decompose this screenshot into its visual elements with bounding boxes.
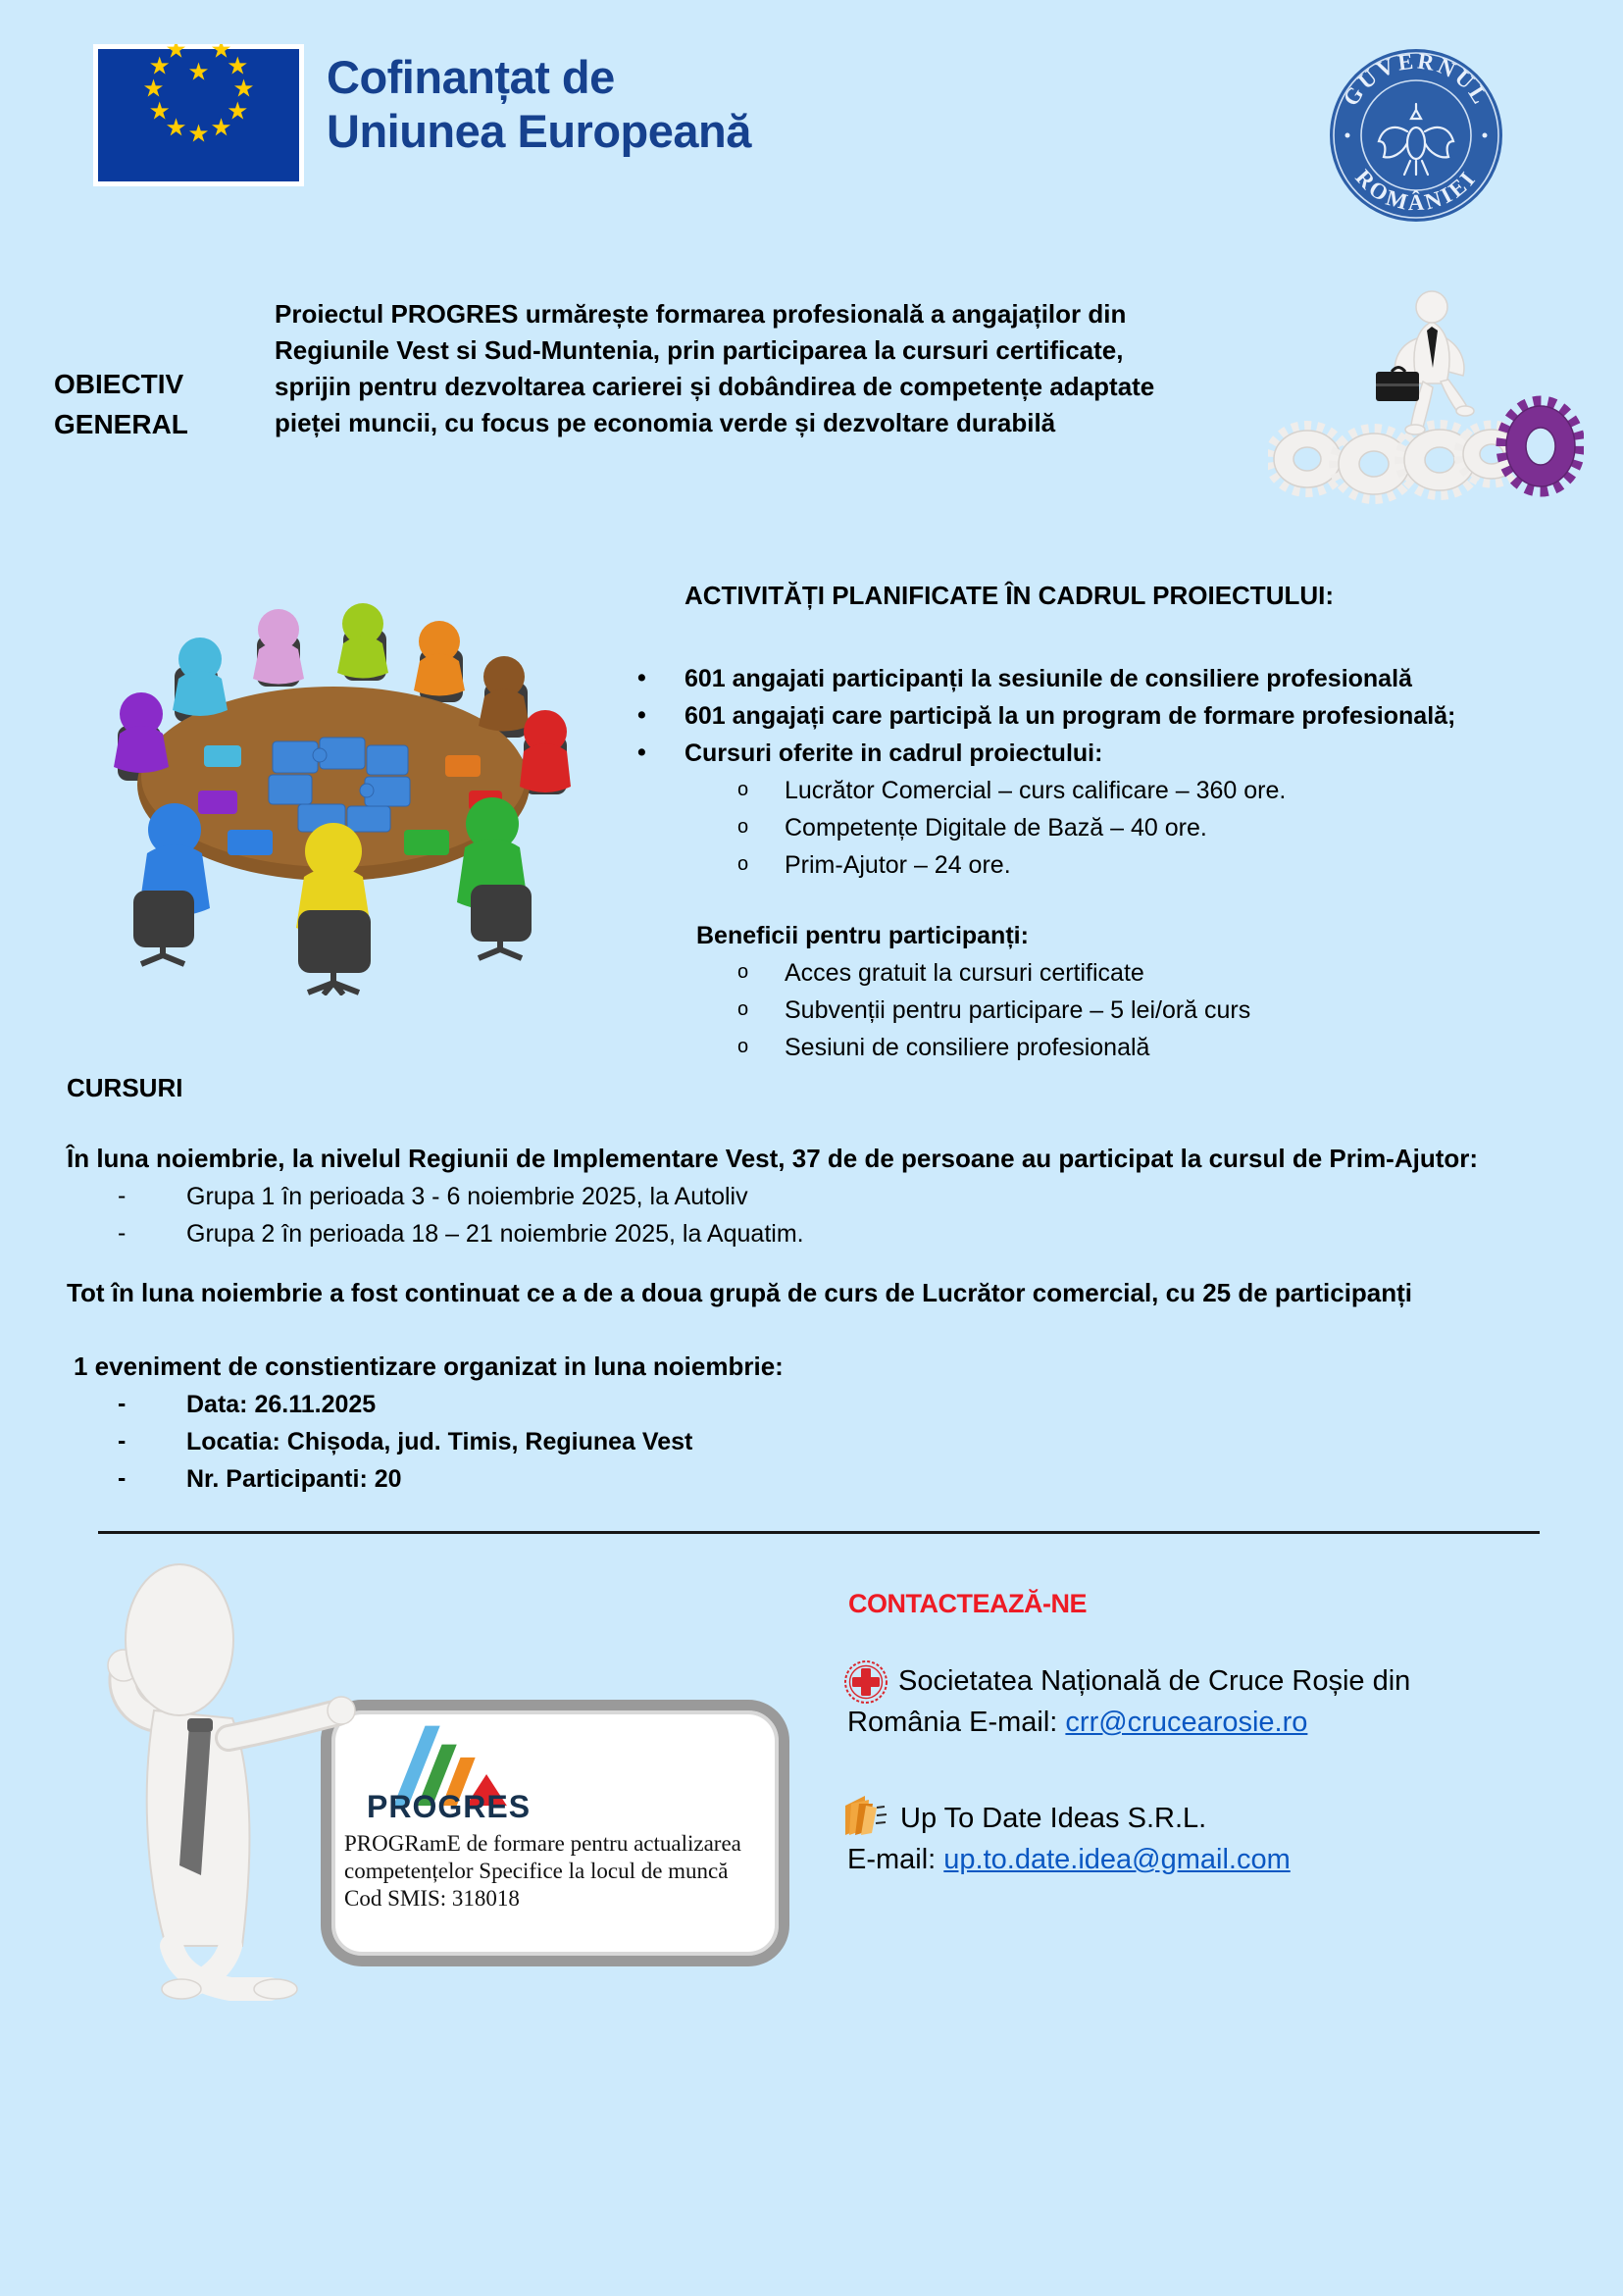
- circle-bullet-glyph: o: [737, 816, 749, 838]
- person-purple: [114, 692, 169, 773]
- benefit-item-1: o Acces gratuit la cursuri certificate: [737, 959, 1144, 987]
- circle-bullet-glyph: o: [737, 1036, 749, 1057]
- courses-intro: În luna noiembrie, la nivelul Regiunii de Implementare Vest, 37 de de persoane au participat la cursul de Prim-Ajutor:: [67, 1144, 1479, 1173]
- contact-org1-email-line: [847, 1707, 1307, 1739]
- businessman-gears-illustration: [1268, 278, 1584, 513]
- progres-logo-wordmark: PROGRES: [367, 1789, 532, 1824]
- org2-email-link[interactable]: up.to.date.idea@gmail.com: [943, 1844, 1291, 1875]
- contact-title: CONTACTEAZĂ-NE: [848, 1589, 1087, 1618]
- red-cross-icon: [843, 1659, 888, 1705]
- sign-line1: PROGRamE de formare pentru actualizarea: [344, 1831, 741, 1856]
- courses-section-title: CURSURI: [67, 1073, 183, 1102]
- eu-text-line2: Uniunea Europeană: [327, 104, 751, 157]
- contact-org1-name: Societatea Națională de Cruce Roșie din: [898, 1665, 1411, 1697]
- courses-continuation: Tot în luna noiembrie a fost continuat ce a de a doua grupă de curs de Lucrător comercial, cu 25 de participanți: [67, 1278, 1413, 1307]
- event-participants: - Nr. Participanti: 20: [118, 1464, 402, 1493]
- circle-bullet-glyph: o: [737, 961, 749, 983]
- uptodate-pages-icon: [839, 1792, 888, 1839]
- dash-glyph: -: [118, 1464, 127, 1492]
- activities-title: ACTIVITĂȚI PLANIFICATE ÎN CADRUL PROIECTULUI:: [685, 581, 1335, 610]
- dash-glyph: -: [118, 1219, 127, 1247]
- contact-org2-name: Up To Date Ideas S.R.L.: [900, 1803, 1207, 1834]
- dash-glyph: -: [118, 1390, 127, 1417]
- sign-line2: competențelor Specifice la locul de muncă: [344, 1859, 729, 1883]
- objective-par-line4: pieței muncii, cu focus pe economia verde și dezvoltare durabilă: [275, 408, 1056, 437]
- businessman-figure: [1376, 291, 1474, 434]
- bullet-glyph: •: [637, 701, 646, 729]
- progres-sign-board: [321, 1700, 789, 1966]
- objective-label-line2: GENERAL: [54, 408, 188, 439]
- section-divider: [98, 1531, 1540, 1534]
- org1-email-link[interactable]: crr@crucearosie.ro: [1065, 1707, 1308, 1738]
- circle-bullet-glyph: o: [737, 779, 749, 800]
- course-item-1: o Lucrător Comercial – curs calificare – 360 ore.: [737, 777, 1287, 804]
- objective-par-line1: Proiectul PROGRES urmărește formarea profesională a angajaților din: [275, 299, 1127, 329]
- svg-text:ROMÂNIEI: ROMÂNIEI: [1350, 165, 1482, 216]
- benefits-title: Beneficii pentru participanți:: [696, 922, 1029, 949]
- benefit-item-3: o Sesiuni de consiliere profesională: [737, 1034, 1150, 1061]
- bullet-glyph: •: [637, 739, 646, 766]
- objective-label-line1: OBIECTIV: [54, 369, 184, 399]
- objective-label: [54, 365, 188, 444]
- activity-bullet-3: • Cursuri oferite in cadrul proiectului:: [637, 739, 1103, 767]
- course-item-3: o Prim-Ajutor – 24 ore.: [737, 851, 1011, 879]
- gov-romania-seal-icon: [1326, 45, 1506, 226]
- person-red: [520, 710, 571, 792]
- course-item-2: o Competențe Digitale de Bază – 40 ore.: [737, 814, 1207, 842]
- roundtable-meeting-illustration: [80, 598, 590, 995]
- sign-description: [344, 1830, 741, 1913]
- benefit-item-2: o Subvenții pentru participare – 5 lei/oră curs: [737, 996, 1251, 1024]
- circle-bullet-glyph: o: [737, 853, 749, 875]
- svg-text:GUVERNUL: GUVERNUL: [1338, 48, 1495, 111]
- objective-par-line3: sprijin pentru dezvoltarea carierei și dobândirea de competențe adaptate: [275, 372, 1155, 401]
- event-location: - Locatia: Chișoda, jud. Timis, Regiunea Vest: [118, 1427, 693, 1455]
- circle-bullet-glyph: o: [737, 998, 749, 1020]
- eu-text-line1: Cofinanțat de: [327, 51, 615, 103]
- org1-email-prefix: România E-mail:: [847, 1707, 1066, 1738]
- eu-cofunded-text: [327, 51, 751, 159]
- course-group-2: - Grupa 2 în perioada 18 – 21 noiembrie 2025, la Aquatim.: [118, 1219, 804, 1248]
- event-date: - Data: 26.11.2025: [118, 1390, 377, 1418]
- objective-paragraph: [275, 296, 1231, 441]
- event-title: 1 eveniment de constientizare organizat in luna noiembrie:: [74, 1352, 784, 1381]
- bullet-glyph: •: [637, 664, 646, 691]
- activity-bullet-2: • 601 angajați care participă la un program de formare profesională;: [637, 701, 1456, 730]
- eu-flag-icon: [93, 44, 304, 186]
- dash-glyph: -: [118, 1427, 127, 1454]
- sign-smis-code: Cod SMIS: 318018: [344, 1886, 520, 1911]
- org2-email-prefix: E-mail:: [847, 1844, 944, 1875]
- activity-bullet-1: • 601 angajati participanți la sesiunile de consiliere profesională: [637, 664, 1412, 692]
- objective-par-line2: Regiunile Vest si Sud-Muntenia, prin participarea la cursuri certificate,: [275, 335, 1124, 365]
- dash-glyph: -: [118, 1182, 127, 1209]
- contact-org2-email-line: [847, 1844, 1291, 1876]
- course-group-1: - Grupa 1 în perioada 3 - 6 noiembrie 2025, la Autoliv: [118, 1182, 748, 1210]
